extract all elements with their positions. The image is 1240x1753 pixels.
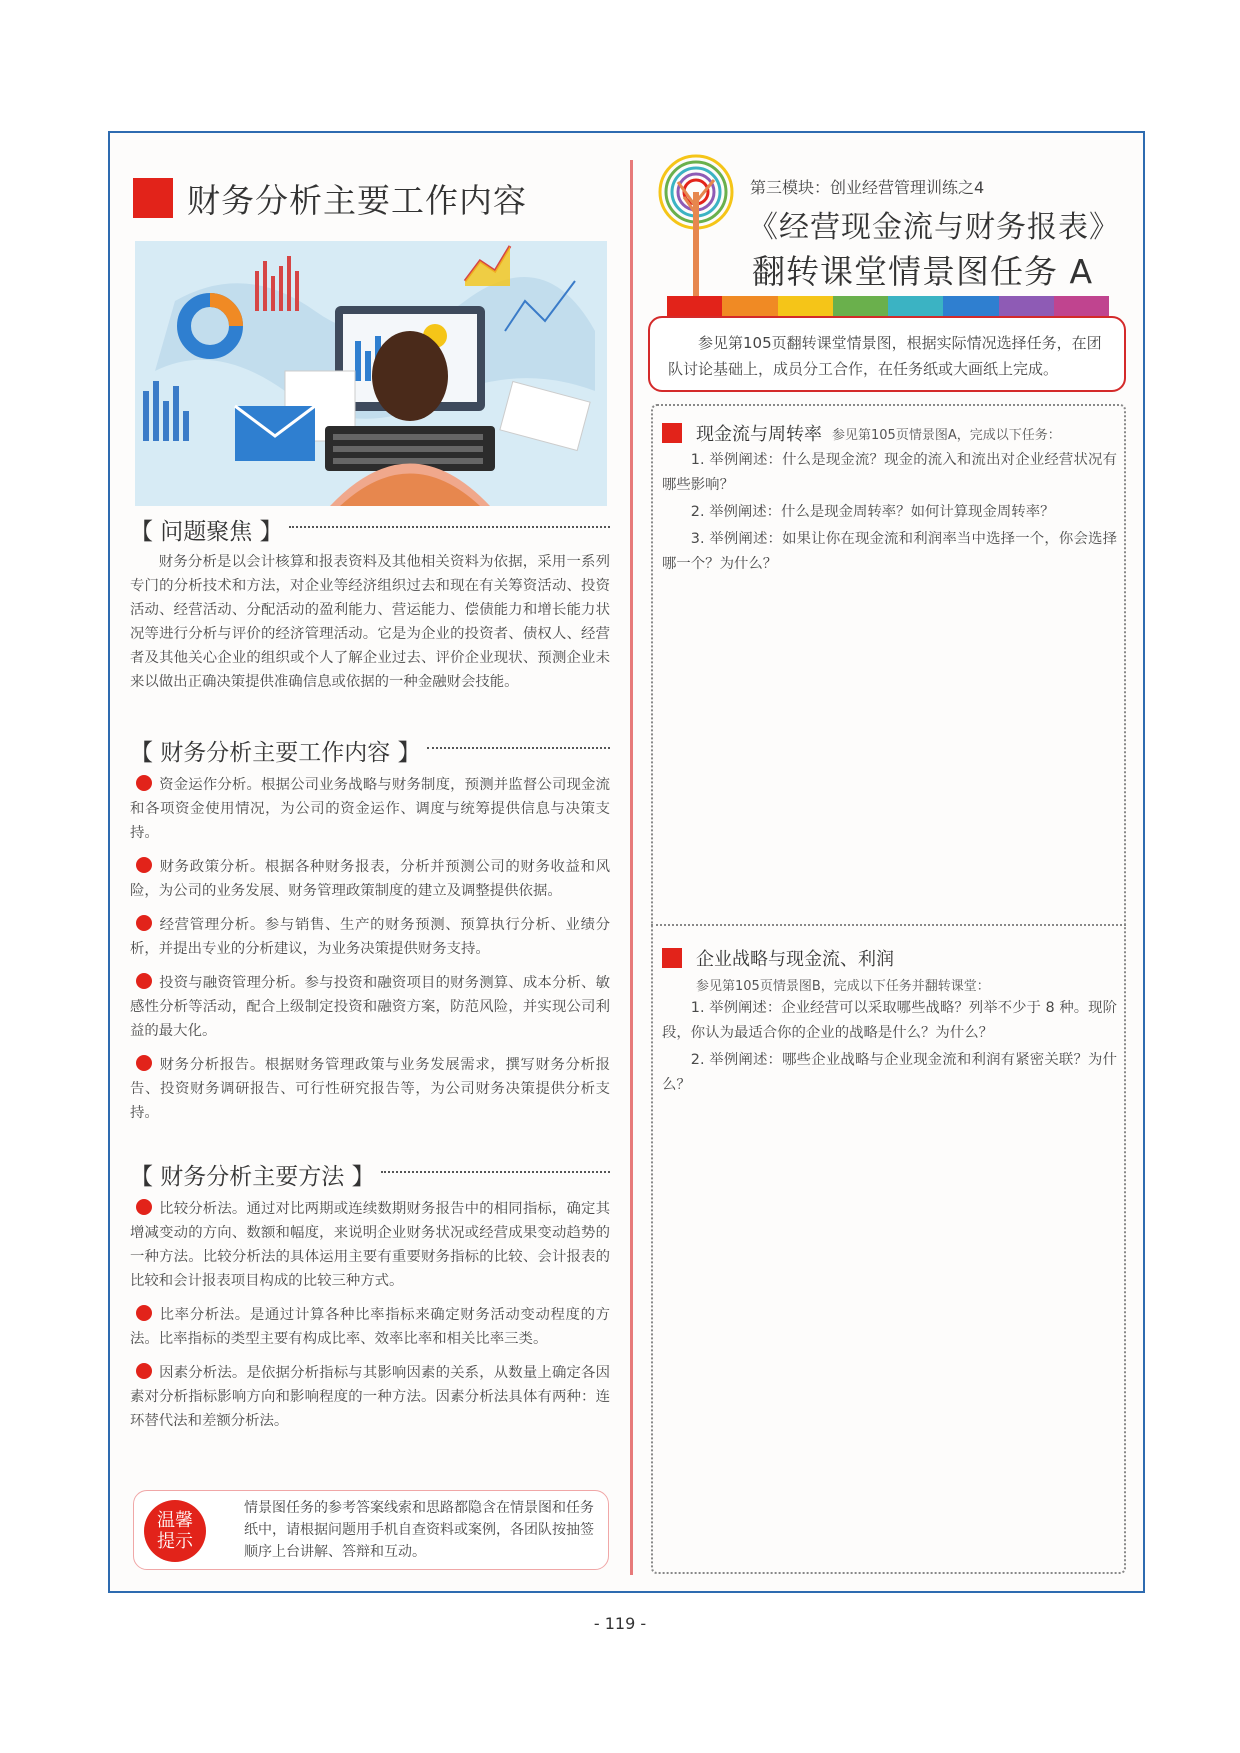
warm-tip-box [133,1490,609,1570]
list-item-text: 财务政策分析。根据各种财务报表，分析并预测公司的财务收益和风险，为公司的业务发展、财务管理政策制度的建立及调整提供依据。 [130,859,610,899]
task-2 [662,945,1117,1098]
section-heading [130,733,610,767]
list-item-text: 比较分析法。通过对比两期或连续数期财务报告中的相同指标，确定其增减变动的方向、数额和幅度，来说明企业财务状况或经营成果变动趋势的一种方法。比较分析法的具体运用主要有重要财务指标的比较、会计报表的比较和会计报表项目构成的比较三种方式。 [130,1201,610,1289]
page-number: - 119 - [593,1614,647,1633]
tree-logo-icon [656,152,736,306]
finance-analyst-illustration [135,241,607,506]
list-item [130,971,610,1043]
task-heading [662,945,1117,971]
section-heading-text: 【 财务分析主要方法 】 [130,1163,375,1190]
heading-dotted-line [289,526,610,528]
list-item-text: 比率分析法。是通过计算各种比率指标来确定财务活动变动程度的方法。比率指标的类型主要有构成比率、效率比率和相关比率三类。 [130,1307,610,1347]
bullet-dot-icon [136,857,152,873]
column-divider [630,160,633,1575]
list-item [130,855,610,903]
task-square-icon [662,948,682,968]
task-1 [662,420,1117,577]
list-item-text: 投资与融资管理分析。参与投资和融资项目的财务测算、成本分析、敏感性分析等活动，配合上级制定投资和融资方案，防范风险，并实现公司利益的最大化。 [130,975,610,1039]
list-item [130,1361,610,1433]
title-square-icon [133,178,173,218]
tip-badge-line1: 温馨 [157,1510,193,1531]
list-item [130,1303,610,1351]
book-subtitle: 翻转课堂情景图任务 A [752,252,1094,291]
module-label: 第三模块：创业经营管理训练之4 [750,178,985,197]
task-title: 企业战略与现金流、利润 [696,949,894,970]
list-item-text: 资金运作分析。根据公司业务战略与财务制度，预测并监督公司现金流和各项资金使用情况，为公司的资金运作、调度与统筹提供信息与决策支持。 [130,777,610,841]
bullet-dot-icon [136,1199,152,1215]
section-paragraph: 财务分析是以会计核算和报表资料及其他相关资料为依据，采用一系列专门的分析技术和方法，对企业等经济组织过去和现在有关筹资活动、投资活动、经营活动、分配活动的盈利能力、营运能力、偿债能力和增长能力状况等进行分析与评价的经济管理活动。它是为企业的投资者、债权人、经营者及其他关心企业的组织或个人了解企业过去、评价企业现状、预测企业未来以做出正确决策提供准确信息或依据的一种金融财会技能。 [130,554,610,690]
list-item [130,913,610,961]
list-item [130,773,610,845]
task-question: 1. 举例阐述：企业经营可以采取哪些战略？列举不少于 8 种。现阶段，你认为最适合你的企业的战略是什么？为什么？ [662,1000,1117,1041]
intro-box [648,316,1126,392]
section-heading [130,1157,610,1191]
task-title: 现金流与周转率 [696,424,822,445]
hero-illustration [135,241,607,506]
task-square-icon [662,423,682,443]
task-heading [662,420,1117,446]
task-question: 1. 举例阐述：什么是现金流？现金的流入和流出对企业经营状况有哪些影响？ [662,452,1117,493]
bullet-dot-icon [136,1305,152,1321]
intro-text: 参见第105页翻转课堂情景图，根据实际情况选择任务，在团队讨论基础上，成员分工合作，在任务纸或大画纸上完成。 [668,334,1102,378]
list-item-text: 财务分析报告。根据财务管理政策与业务发展需求，撰写财务分析报告、投资财务调研报告、可行性研究报告等，为公司财务决策提供分析支持。 [130,1057,610,1121]
heading-dotted-line [381,1171,610,1173]
task-question: 3. 举例阐述：如果让你在现金流和利润率当中选择一个，你会选择哪一个？为什么？ [662,531,1117,572]
section-heading-text: 【 财务分析主要工作内容 】 [130,739,421,766]
main-title [133,170,610,226]
section-heading [130,512,610,546]
bullet-dot-icon [136,1055,152,1071]
main-title-text: 财务分析主要工作内容 [187,180,527,220]
section-methods [130,1157,610,1443]
tip-text: 情景图任务的参考答案线索和思路都隐含在情景图和任务纸中，请根据问题用手机自查资料或案例，各团队按抽签顺序上台讲解、答辩和互动。 [244,1500,594,1560]
list-item [130,1053,610,1125]
book-title: 《经营现金流与财务报表》 [748,210,1120,245]
section-work-content [130,733,610,1135]
task-note: 参见第105页情景图A，完成以下任务： [832,427,1061,443]
section-problem-focus [130,512,610,694]
list-item [130,1197,610,1293]
section-heading-text: 【 问题聚焦 】 [130,518,283,545]
task-question: 2. 举例阐述：哪些企业战略与企业现金流和利润有紧密关联？为什么？ [662,1052,1117,1093]
bullet-dot-icon [136,1363,152,1379]
bullet-dot-icon [136,915,152,931]
left-column [130,170,610,226]
tip-badge-line2: 提示 [157,1531,193,1552]
task-question: 2. 举例阐述：什么是现金周转率？如何计算现金周转率？ [690,504,1055,520]
task-separator [651,924,1126,926]
bullet-dot-icon [136,973,152,989]
tip-badge [144,1500,206,1562]
list-item-text: 经营管理分析。参与销售、生产的财务预测、预算执行分析、业绩分析，并提出专业的分析建议，为业务决策提供财务支持。 [130,917,610,957]
task-note: 参见第105页情景图B，完成以下任务并翻转课堂： [696,979,990,994]
bullet-dot-icon [136,775,152,791]
heading-dotted-line [427,747,610,749]
list-item-text: 因素分析法。是依据分析指标与其影响因素的关系，从数量上确定各因素对分析指标影响方向和影响程度的一种方法。因素分析法具体有两种：连环替代法和差额分析法。 [130,1365,610,1429]
